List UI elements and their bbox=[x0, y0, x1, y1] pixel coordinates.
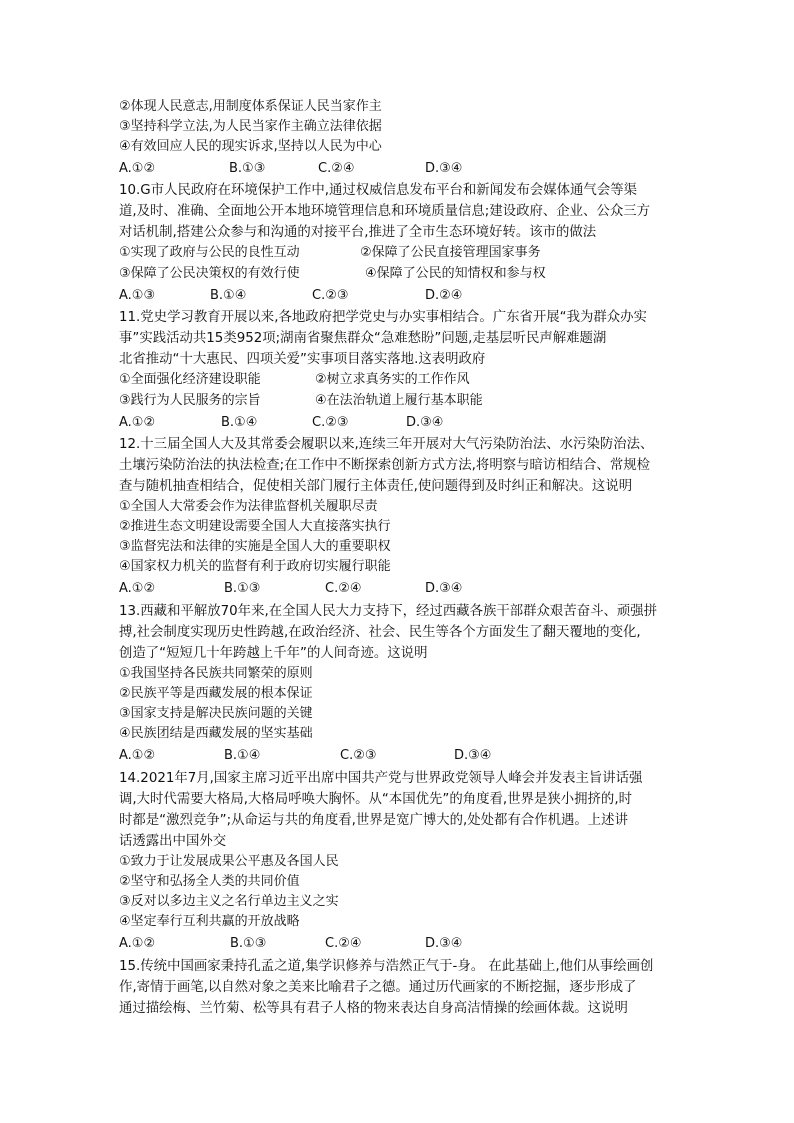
choice-line: ④在法治轨道上履行基本职能 bbox=[315, 393, 483, 408]
choice-line: ②树立求真务实的工作作风 bbox=[315, 372, 470, 387]
choice-line: ④坚定奉行互利共赢的开放战略 bbox=[119, 914, 300, 929]
choice-line: ①实现了政府与公民的良性互动 bbox=[119, 245, 300, 260]
choice-line: ①全国人大常委会作为法律监督机关履职尽责 bbox=[119, 499, 378, 514]
question-10-stem: 对话机制,搭建公众参与和沟通的对接平台,推进了全市生态环境好转。该市的做法 bbox=[119, 225, 597, 240]
choice-line: ③监督宪法和法律的实施是全国人大的重要职权 bbox=[119, 539, 391, 554]
option-d: D.③④ bbox=[406, 415, 444, 430]
question-13-stem: 13.西藏和平解放70年来,在全国人民大力支持下，经过西藏各族干部群众艰苦奋斗、顽强拼 bbox=[119, 604, 658, 619]
choice-line: ③保障了公民决策权的有效行使 bbox=[119, 266, 300, 281]
question-15-stem: 作,寄情于画笔,以自然对象之美来比喻君子之德。通过历代画家的不断挖掘，逐步形成了 bbox=[119, 980, 637, 995]
question-13-stem: 创造了“短短几十年跨越上千年”的人间奇迹。这说明 bbox=[119, 646, 428, 661]
option-a: A.①② bbox=[119, 936, 156, 951]
choice-line: ①全面强化经济建设职能 bbox=[119, 372, 261, 387]
question-12-stem: 土壤污染防治法的执法检查;在工作中不断探索创新方式方法,将明察与暗访相结合、常规检 bbox=[119, 458, 650, 473]
option-c: C.②③ bbox=[312, 415, 349, 430]
choice-line: ④有效回应人民的现实诉求,坚持以人民为中心 bbox=[119, 139, 382, 154]
question-15-stem: 15.传统中国画家秉持孔孟之道,集学识修养与浩然正气于-身。 在此基础上,他们从事绘画创 bbox=[119, 959, 654, 974]
option-d: D.③④ bbox=[454, 748, 492, 763]
choice-line: ④民族团结是西藏发展的坚实基础 bbox=[119, 726, 313, 741]
option-d: D.③④ bbox=[425, 161, 463, 176]
option-c: C.②③ bbox=[340, 748, 377, 763]
question-13-stem: 搏,社会制度实现历史性跨越,在政治经济、社会、民生等各个方面发生了翻天覆地的变化, bbox=[119, 625, 641, 640]
option-d: D.③④ bbox=[425, 936, 463, 951]
option-c: C.②④ bbox=[318, 161, 355, 176]
question-12-stem: 查与随机抽查相结合，促使相关部门履行主体责任,使问题得到及时纠正和解决。这说明 bbox=[119, 479, 633, 494]
question-10-stem: 道,及时、准确、全面地公开本地环境管理信息和环境质量信息;建设政府、企业、公众三方 bbox=[119, 204, 650, 219]
option-a: A.①② bbox=[119, 748, 156, 763]
question-11-stem: 北省推动“十大惠民、四项关爱”实事项目落实落地.这表明政府 bbox=[119, 352, 486, 367]
option-b: B.①③ bbox=[224, 581, 261, 596]
choice-line: ①我国坚持各民族共同繁荣的原则 bbox=[119, 666, 313, 681]
question-11-stem: 事”实践活动共15类952项;湖南省聚焦群众“急难愁盼”问题,走基层听民声解难题湖 bbox=[119, 331, 607, 346]
question-15-stem: 通过描绘梅、兰竹菊、松等具有君子人格的物来表达自身高洁情操的绘画体裁。这说明 bbox=[119, 1001, 628, 1016]
option-b: B.①③ bbox=[230, 936, 267, 951]
option-a: A.①② bbox=[119, 161, 156, 176]
choice-line: ④保障了公民的知情权和参与权 bbox=[365, 266, 546, 281]
question-12-stem: 12.十三届全国人大及其常委会履职以来,连续三年开展对大气污染防治法、水污染防治法、 bbox=[119, 437, 654, 452]
option-b: B.①③ bbox=[229, 161, 266, 176]
option-a: A.①③ bbox=[119, 288, 156, 303]
choice-line: ②保障了公民直接管理国家事务 bbox=[360, 245, 541, 260]
choice-line: ④国家权力机关的监督有利于政府切实履行职能 bbox=[119, 559, 391, 574]
question-11-stem: 11.党史学习教育开展以来,各地政府把学党史与办实事相结合。广东省开展“我为群众办实 bbox=[119, 310, 647, 325]
option-b: B.①④ bbox=[224, 748, 261, 763]
choice-line: ③践行为人民服务的宗旨 bbox=[119, 393, 261, 408]
question-14-stem: 时都是“激烈竞争”;从命运与共的角度看,世界是宽广博大的,处处都有合作机遇。上述讲 bbox=[119, 813, 628, 828]
choice-line: ②坚守和弘扬全人类的共同价值 bbox=[119, 874, 300, 889]
option-c: C.②④ bbox=[325, 581, 362, 596]
choice-line: ①致力于让发展成果公平惠及各国人民 bbox=[119, 854, 339, 869]
option-b: B.①④ bbox=[221, 415, 258, 430]
choice-line: ③坚持科学立法,为人民当家作主确立法律依据 bbox=[119, 119, 382, 134]
question-10-stem: 10.G市人民政府在环境保护工作中,通过权威信息发布平台和新闻发布会媒体通气会等渠 bbox=[119, 183, 637, 198]
option-a: A.①② bbox=[119, 581, 156, 596]
option-b: B.①④ bbox=[210, 288, 247, 303]
option-c: C.②③ bbox=[312, 288, 349, 303]
choice-line: ③国家支持是解决民族问题的关键 bbox=[119, 706, 313, 721]
option-d: D.③④ bbox=[425, 581, 463, 596]
question-14-stem: 调,大时代需要大格局,大格局呼唤大胸怀。从“本国优先”的角度看,世界是狭小拥挤的,时 bbox=[119, 792, 632, 807]
choice-line: ②推进生态文明建设需要全国人大直接落实执行 bbox=[119, 519, 391, 534]
choice-line: ②民族平等是西藏发展的根本保证 bbox=[119, 686, 313, 701]
option-d: D.②④ bbox=[425, 288, 463, 303]
question-14-stem: 14.2021年7月,国家主席习近平出席中国共产党与世界政党领导人峰会并发表主旨讲话强 bbox=[119, 771, 643, 786]
choice-line: ③反对以多边主义之名行单边主义之实 bbox=[119, 894, 339, 909]
option-a: A.①② bbox=[119, 415, 156, 430]
option-c: C.②④ bbox=[325, 936, 362, 951]
question-14-stem: 话透露出中国外交 bbox=[119, 834, 227, 849]
choice-line: ②体现人民意志,用制度体系保证人民当家作主 bbox=[119, 99, 382, 114]
